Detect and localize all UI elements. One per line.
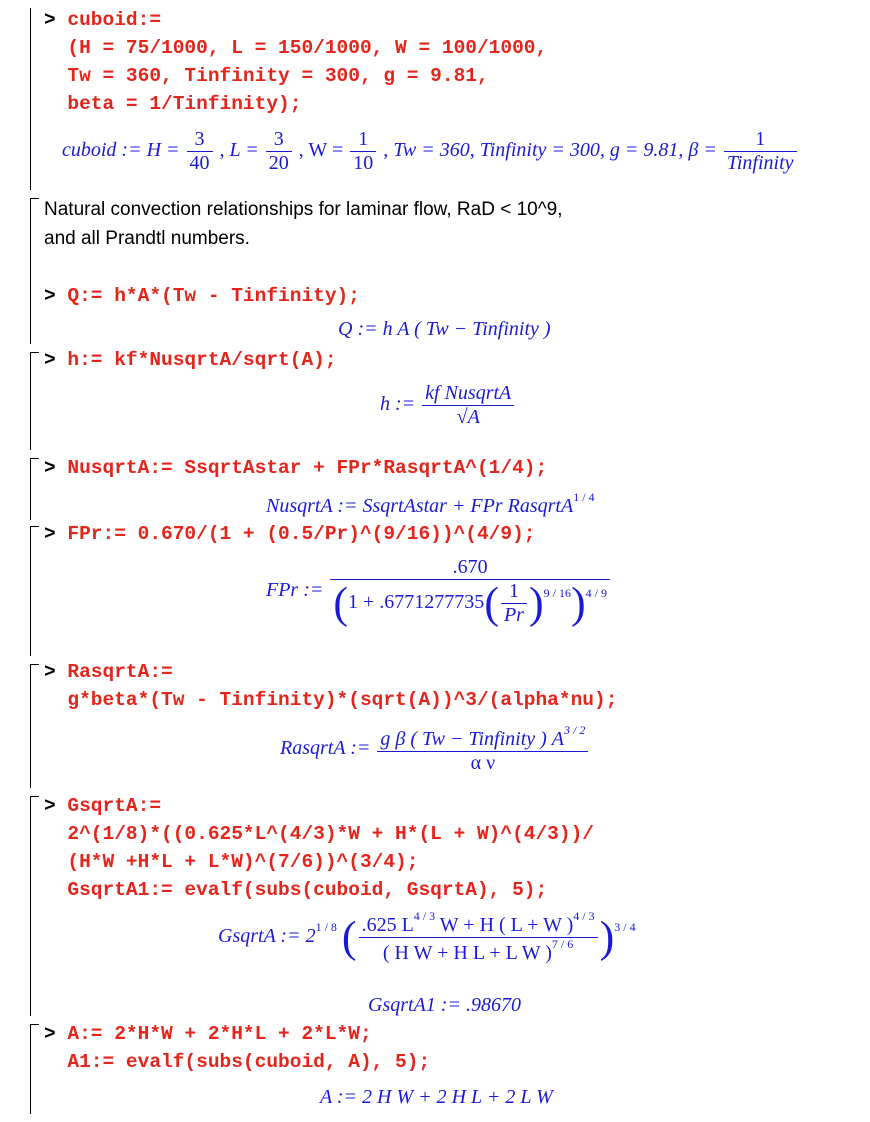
text-line-1[interactable]: Natural convection relationships for laminar flow, RaD < 10^9, bbox=[44, 199, 563, 220]
section-bracket bbox=[30, 1024, 31, 1114]
fraction: $\frac{3}{20}$ bbox=[266, 128, 292, 175]
input-line[interactable]: A1:= evalf(subs(cuboid, A), 5); bbox=[44, 1051, 431, 1073]
input-line[interactable]: > A:= 2*H*W + 2*H*L + 2*L*W; bbox=[44, 1023, 372, 1045]
fraction: $\frac{3}{40}$ bbox=[187, 128, 213, 175]
input-line[interactable]: (H*W +H*L + L*W)^(7/6))^(3/4); bbox=[44, 851, 419, 873]
output-NusqrtA: NusqrtA := SsqrtAstar + FPr RasqrtA$^{1 / 4}$ bbox=[266, 490, 595, 517]
prompt: > bbox=[44, 795, 68, 817]
text-line-2[interactable]: and all Prandtl numbers. bbox=[44, 228, 250, 249]
input-line[interactable]: > cuboid:= bbox=[44, 9, 162, 31]
Gs-lhs: GsqrtA := 2 bbox=[218, 925, 316, 948]
output-RasqrtA bbox=[280, 724, 590, 775]
prompt: > bbox=[44, 285, 68, 307]
input-line[interactable]: GsqrtA1:= evalf(subs(cuboid, GsqrtA), 5); bbox=[44, 879, 548, 901]
input-line[interactable]: (H = 75/1000, L = 150/1000, W = 100/1000, bbox=[44, 37, 548, 59]
fraction: $\frac{.625 L^{4 / 3} W + H ( L + W )^{4 / 3}}{( H W + H L + L W )^{7 / 6}}$ bbox=[359, 910, 598, 965]
cuboid-rest: , Tw = 360, Tinfinity = 300, g = 9.81, β = bbox=[383, 139, 717, 162]
section-bracket bbox=[30, 198, 31, 344]
input-line[interactable]: > RasqrtA:= bbox=[44, 661, 173, 683]
input-NusqrtA[interactable] bbox=[44, 454, 547, 482]
section-bracket bbox=[30, 664, 31, 788]
section-bracket bbox=[30, 526, 31, 656]
fraction: $\frac{\text{kf NusqrtA}}{√A}$ bbox=[422, 382, 514, 429]
input-line[interactable]: > GsqrtA:= bbox=[44, 795, 162, 817]
output-GsqrtA: GsqrtA := $2^{1 / 8}$ ( $\frac{.625 L^{4 / 3} W + H ( L + W )^{4 / 3}}{( H W + H L + L W )^{7 / 6}}$ )$^{3 / 4}$ bbox=[218, 909, 636, 964]
input-RasqrtA[interactable] bbox=[44, 658, 617, 714]
section-bracket bbox=[30, 796, 31, 1016]
prompt: > bbox=[44, 523, 68, 545]
cuboid-lhs: cuboid := H = bbox=[62, 139, 180, 162]
prompt: > bbox=[44, 1023, 68, 1045]
exponent: 1 / 4 bbox=[573, 490, 595, 504]
input-FPr[interactable] bbox=[44, 520, 535, 548]
prompt: > bbox=[44, 457, 68, 479]
output-h bbox=[380, 382, 516, 429]
fraction: .670 (1 + .6771277735( $\frac{1}{Pr}$ )$^{9 / 16}$)$^{4 / 9}$ bbox=[330, 556, 610, 627]
output-cuboid bbox=[62, 128, 799, 175]
prompt: > bbox=[44, 349, 68, 371]
output-FPr bbox=[266, 556, 612, 627]
h-lhs: h := bbox=[380, 393, 416, 416]
input-line[interactable]: > NusqrtA:= SsqrtAstar + FPr*RasqrtA^(1/4); bbox=[44, 457, 548, 479]
section-bracket bbox=[30, 352, 31, 450]
input-cuboid[interactable] bbox=[44, 6, 547, 118]
section-bracket bbox=[30, 458, 31, 520]
input-line[interactable]: beta = 1/Tinfinity); bbox=[44, 93, 302, 115]
label-W: , W = bbox=[298, 139, 344, 162]
label-L: , L = bbox=[219, 139, 259, 162]
input-line[interactable]: > h:= kf*NusqrtA/sqrt(A); bbox=[44, 349, 337, 371]
fraction: $\frac{g \beta ( Tw - Tinfinity ) A^{3 / 2}}{\text{α ν}}$ bbox=[377, 724, 588, 775]
section-bracket bbox=[30, 8, 31, 190]
FPr-lhs: FPr := bbox=[266, 579, 324, 602]
input-line[interactable]: > Q:= h*A*(Tw - Tinfinity); bbox=[44, 285, 360, 307]
input-h[interactable] bbox=[44, 346, 337, 374]
fraction: $\frac{1}{\text{Tinfinity}}$ bbox=[724, 128, 797, 175]
prompt: > bbox=[44, 661, 68, 683]
input-Q[interactable] bbox=[44, 282, 360, 310]
Ras-lhs: RasqrtA := bbox=[280, 737, 371, 760]
output-GsqrtA1: GsqrtA1 := .98670 bbox=[368, 994, 521, 1016]
input-line[interactable]: > FPr:= 0.670/(1 + (0.5/Pr)^(9/16))^(4/9); bbox=[44, 523, 536, 545]
input-line[interactable]: 2^(1/8)*((0.625*L^(4/3)*W + H*(L + W)^(4/3))/ bbox=[44, 823, 594, 845]
input-A[interactable] bbox=[44, 1020, 430, 1076]
output-Q: Q := h A ( Tw − Tinfinity ) bbox=[338, 318, 551, 340]
input-line[interactable]: g*beta*(Tw - Tinfinity)*(sqrt(A))^3/(alpha*nu); bbox=[44, 689, 618, 711]
input-line[interactable]: Tw = 360, Tinfinity = 300, g = 9.81, bbox=[44, 65, 489, 87]
input-GsqrtA[interactable] bbox=[44, 792, 594, 904]
prompt: > bbox=[44, 9, 68, 31]
output-A: A := 2 H W + 2 H L + 2 L W bbox=[320, 1086, 553, 1108]
fraction: $\frac{1}{10}$ bbox=[350, 128, 376, 175]
